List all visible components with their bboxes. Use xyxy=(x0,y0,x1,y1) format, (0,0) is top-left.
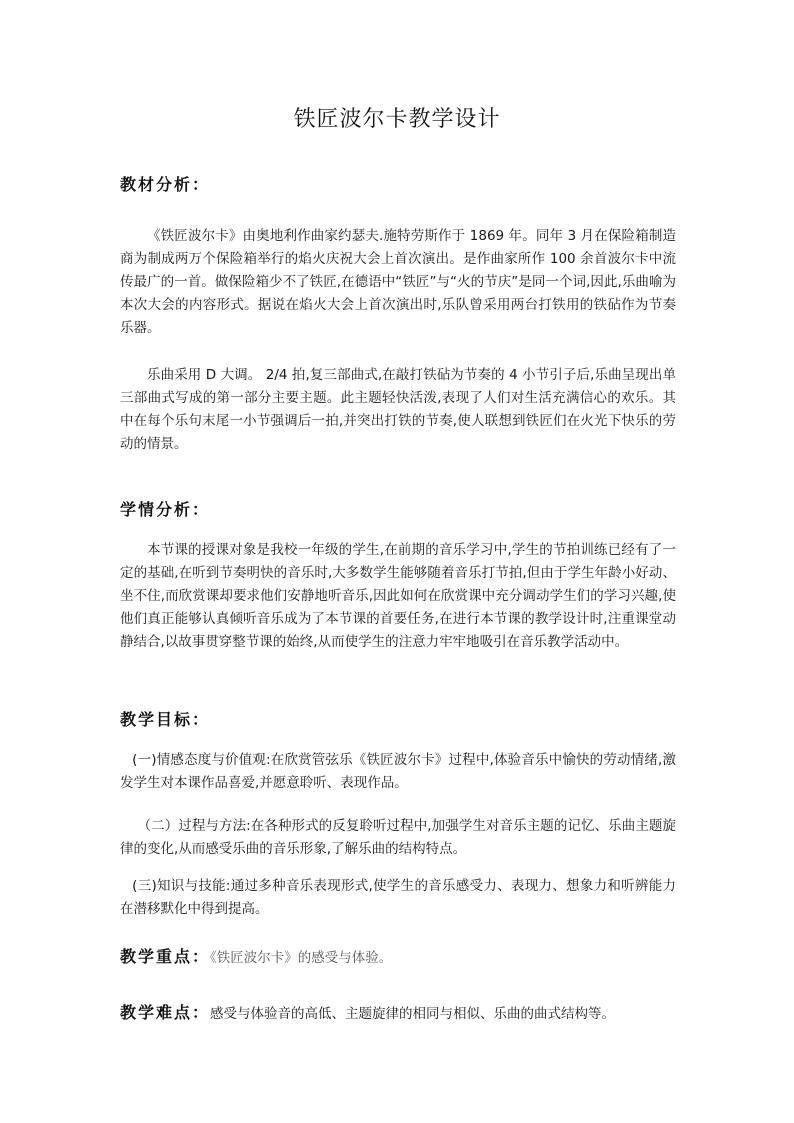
difficulties-text: 感受与体验音的高低、主题旋律的相同与相似、乐曲的曲式结构等。 xyxy=(210,1006,616,1022)
document-title: 铁匠波尔卡教学设计 xyxy=(293,107,501,132)
key-points-text: 《铁匠波尔卡》的感受与体验。 xyxy=(210,950,393,966)
section-heading-difficulties: 教学难点： xyxy=(120,1003,211,1022)
materials-paragraph-2: 乐曲采用 D 大调。 2/4 拍,复三部曲式,在敲打铁砧为节奏的 4 小节引子后,乐曲呈现出单三部曲式写成的第一部分主要主题。此主题轻快活泼,表现了人们对生活充满信心的欢乐。其中在每个乐句末尾一小节强调后一拍,并突出打铁的节奏,使人联想到铁匠们在火光下快乐的劳动的情景。 xyxy=(120,367,676,452)
section-heading-key-points: 教学重点： xyxy=(120,947,211,966)
difficulties-row xyxy=(120,1000,615,1023)
goal-item-3: (三)知识与技能:通过多种音乐表现形式,使学生的音乐感受力、表现力、想象力和听辨能力在潜移默化中得到提高。 xyxy=(120,878,676,917)
section-heading-students: 学情分析： xyxy=(120,500,211,519)
key-points-row xyxy=(120,944,392,967)
goal-item-2: （二）过程与方法:在各种形式的反复聆听过程中,加强学生对音乐主题的记忆、乐曲主题旋律的变化,从而感受乐曲的音乐形象,了解乐曲的结构特点。 xyxy=(120,818,676,857)
section-heading-goals: 教学目标： xyxy=(120,710,211,729)
goal-item-1: (一)情感态度与价值观:在欣赏管弦乐《铁匠波尔卡》过程中,体验音乐中愉快的劳动情绪,激发学生对本课作品喜爱,并愿意聆听、表现作品。 xyxy=(120,752,676,791)
materials-paragraph-1: 《铁匠波尔卡》由奥地利作曲家约瑟夫.施特劳斯作于 1869 年。同年 3 月在保险箱制造商为制成两万个保险箱举行的焰火庆祝大会上首次演出。是作曲家所作 100 余首波尔卡中流传最广的一首。做保险箱少不了铁匠,在德语中“铁匠”与“火的节庆”是同一个词,因此,乐曲喻为本次大会的内容形式。据说在焰火大会上首次演出时,乐队曾采用两台打铁用的铁砧作为节奏乐器。 xyxy=(120,228,676,336)
section-heading-materials: 教材分析： xyxy=(120,175,211,194)
students-paragraph: 本节课的授课对象是我校一年级的学生,在前期的音乐学习中,学生的节拍训练已经有了一定的基础,在听到节奏明快的音乐时,大多数学生能够随着音乐打节拍,但由于学生年龄小好动、坐不住,而欣赏课却要求他们安静地听音乐,因此如何在欣赏课中充分调动学生们的学习兴趣,使他们真正能够认真倾听音乐成为了本节课的首要任务,在进行本节课的教学设计时,注重课堂动静结合,以故事贯穿整节课的始终,从而使学生的注意力牢牢地吸引在音乐教学活动中。 xyxy=(120,542,676,650)
